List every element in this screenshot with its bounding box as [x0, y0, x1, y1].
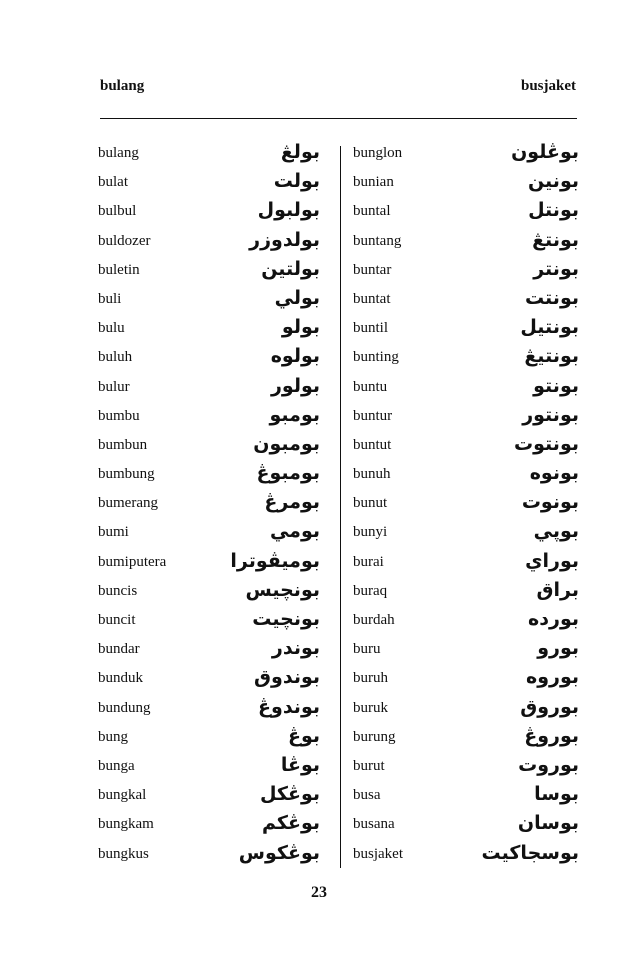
entry-latin: bumbung	[98, 466, 155, 483]
entry-jawi: بوميڤوترا	[230, 549, 320, 572]
entry-latin: bumbun	[98, 436, 148, 453]
dictionary-entry	[353, 463, 579, 492]
dictionary-entry	[353, 434, 579, 463]
entry-latin: bunting	[353, 349, 399, 366]
entry-jawi: بوروت	[518, 753, 579, 776]
left-column	[98, 142, 320, 872]
entry-jawi: بوڠكم	[262, 812, 320, 835]
entry-latin: buldozer	[98, 232, 151, 249]
dictionary-entry	[98, 784, 320, 813]
entry-jawi: بونوه	[529, 462, 579, 485]
dictionary-entry	[353, 609, 579, 638]
entry-latin: bungkus	[98, 845, 149, 862]
header-rule	[100, 118, 577, 119]
entry-latin: bumi	[98, 524, 129, 541]
dictionary-entry	[98, 376, 320, 405]
entry-latin: buntut	[353, 436, 392, 453]
dictionary-entry	[353, 259, 579, 288]
entry-jawi: بومبوڠ	[256, 462, 320, 485]
dictionary-entry	[353, 580, 579, 609]
entry-jawi: بوروق	[520, 695, 579, 718]
entry-latin: buncit	[98, 612, 136, 628]
entry-latin: burung	[353, 728, 396, 745]
dictionary-entry	[353, 726, 579, 755]
entry-jawi: بونتت	[524, 286, 579, 309]
entry-jawi: بومبو	[269, 403, 320, 426]
dictionary-entry	[98, 259, 320, 288]
dictionary-entry	[98, 230, 320, 259]
entry-latin: busana	[353, 816, 395, 833]
entry-jawi: بوراي	[525, 549, 579, 572]
page-number: 23	[311, 884, 327, 901]
entry-latin: burai	[353, 553, 384, 570]
dictionary-entry	[98, 580, 320, 609]
dictionary-entry	[353, 755, 579, 784]
entry-latin: bumiputera	[98, 553, 167, 570]
entry-latin: buntur	[353, 407, 393, 424]
entry-latin: bundung	[98, 699, 151, 716]
entry-latin: busa	[353, 787, 381, 804]
running-header-right: busjaket	[520, 78, 576, 94]
entry-jawi: براق	[536, 578, 579, 601]
dictionary-entry	[353, 142, 579, 171]
entry-jawi: بوسان	[517, 812, 579, 835]
entry-latin: buntang	[353, 232, 402, 249]
entry-jawi: بوسجاكيت	[481, 841, 579, 864]
entry-latin: bundar	[98, 641, 140, 658]
entry-latin: bungkam	[98, 816, 154, 833]
entry-jawi: بونچيت	[252, 608, 320, 630]
dictionary-entry	[98, 142, 320, 171]
entry-jawi: بولو	[281, 316, 320, 339]
entry-jawi: بونتر	[533, 257, 579, 280]
entry-jawi: بونتيڠ	[524, 345, 579, 368]
entry-latin: buntar	[353, 261, 392, 278]
dictionary-entry	[98, 697, 320, 726]
entry-latin: buntil	[353, 320, 389, 337]
dictionary-entry	[98, 492, 320, 521]
entry-jawi: بوڠلون	[511, 141, 579, 163]
entry-jawi: بوندوڠ	[258, 695, 320, 718]
entry-latin: bunut	[353, 495, 388, 512]
right-column	[353, 142, 579, 872]
dictionary-entry	[98, 521, 320, 550]
entry-jawi: بونتڠ	[532, 228, 579, 251]
entry-jawi: بورو	[537, 637, 579, 660]
entry-jawi: بوروه	[525, 666, 579, 689]
dictionary-entry	[353, 667, 579, 696]
dictionary-entry	[353, 697, 579, 726]
entry-latin: buli	[98, 290, 122, 307]
entry-jawi: بوڠ	[287, 724, 320, 747]
entry-latin: bulbul	[98, 203, 137, 220]
entry-latin: buntat	[353, 290, 391, 307]
entry-jawi: بولت	[273, 170, 320, 193]
entry-jawi: بوڠكل	[259, 783, 320, 806]
dictionary-entry	[353, 346, 579, 375]
entry-latin: bulu	[98, 320, 125, 337]
entry-jawi: بونين	[527, 170, 579, 193]
entry-jawi: بونتيل	[520, 316, 579, 339]
entry-latin: bumbu	[98, 407, 140, 424]
dictionary-entry	[353, 551, 579, 580]
entry-latin: buntal	[353, 203, 391, 220]
dictionary-entry	[353, 376, 579, 405]
dictionary-entry	[353, 638, 579, 667]
entry-jawi: بونتوت	[514, 432, 579, 455]
entry-jawi: بولوه	[270, 345, 320, 368]
dictionary-entry	[98, 200, 320, 229]
dictionary-entry	[353, 843, 579, 872]
dictionary-entry	[98, 463, 320, 492]
entry-jawi: بونتور	[522, 403, 579, 426]
dictionary-entry	[98, 843, 320, 872]
entry-latin: bunyi	[353, 524, 388, 541]
dictionary-entry	[98, 638, 320, 667]
entry-jawi: بولدوزر	[249, 228, 320, 251]
entry-latin: bumerang	[98, 495, 158, 512]
entry-latin: bunga	[98, 757, 135, 774]
dictionary-entry	[98, 609, 320, 638]
dictionary-entry	[353, 200, 579, 229]
entry-jawi: بومبون	[253, 432, 320, 455]
dictionary-entry	[98, 405, 320, 434]
entry-latin: bulang	[98, 145, 139, 161]
entry-latin: bung	[98, 728, 128, 745]
entry-jawi: بولي	[274, 286, 320, 309]
entry-latin: buruh	[353, 670, 388, 687]
entry-jawi: بوڠكوس	[238, 841, 320, 864]
dictionary-entry	[98, 171, 320, 200]
dictionary-entry	[98, 288, 320, 317]
entry-latin: burut	[353, 757, 385, 774]
entry-latin: bunuh	[353, 466, 391, 483]
entry-latin: bulur	[98, 378, 130, 395]
dictionary-entry	[98, 317, 320, 346]
entry-jawi: بومرڠ	[264, 491, 320, 514]
entry-jawi: بونتو	[533, 374, 579, 397]
entry-latin: burdah	[353, 612, 395, 628]
entry-latin: buraq	[353, 582, 388, 599]
entry-jawi: بوڽي	[533, 520, 579, 543]
entry-jawi: بولبول	[257, 199, 320, 222]
column-divider	[340, 146, 341, 868]
entry-jawi: بوڠا	[280, 753, 320, 776]
entry-latin: bulat	[98, 174, 128, 191]
entry-latin: buletin	[98, 261, 140, 278]
entry-jawi: بونچيس	[245, 578, 320, 601]
dictionary-entry	[98, 813, 320, 842]
entry-jawi: بولور	[270, 374, 320, 397]
dictionary-entry	[353, 288, 579, 317]
entry-latin: buru	[353, 641, 381, 658]
dictionary-entry	[98, 755, 320, 784]
entry-jawi: بولتين	[261, 257, 320, 280]
dictionary-entry	[353, 230, 579, 259]
entry-jawi: بوسا	[534, 783, 579, 806]
entry-jawi: بونتل	[528, 199, 579, 222]
entry-latin: bunduk	[98, 670, 143, 687]
entry-jawi: بولڠ	[280, 141, 320, 163]
entry-jawi: بوندر	[271, 637, 320, 660]
dictionary-entry	[353, 492, 579, 521]
entry-latin: buntu	[353, 378, 388, 395]
entry-latin: bunian	[353, 174, 394, 191]
dictionary-entry	[353, 784, 579, 813]
entry-latin: bungkal	[98, 787, 147, 804]
dictionary-entry	[353, 317, 579, 346]
dictionary-entry	[353, 405, 579, 434]
dictionary-entry	[353, 813, 579, 842]
entry-latin: buncis	[98, 582, 138, 599]
entry-latin: bunglon	[353, 145, 403, 161]
entry-jawi: بونوت	[521, 491, 579, 514]
dictionary-entry	[98, 346, 320, 375]
dictionary-entry	[98, 434, 320, 463]
entry-latin: buruk	[353, 699, 388, 716]
entry-latin: buluh	[98, 349, 133, 366]
entry-jawi: بوندوق	[254, 666, 320, 689]
running-header-left: bulang	[100, 78, 145, 94]
dictionary-entry	[98, 667, 320, 696]
entry-jawi: بورده	[528, 608, 579, 630]
dictionary-entry	[353, 171, 579, 200]
entry-jawi: بوروڠ	[524, 724, 579, 747]
dictionary-entry	[98, 551, 320, 580]
entry-jawi: بومي	[269, 520, 320, 543]
dictionary-entry	[353, 521, 579, 550]
dictionary-entry	[98, 726, 320, 755]
entry-latin: busjaket	[353, 845, 403, 862]
